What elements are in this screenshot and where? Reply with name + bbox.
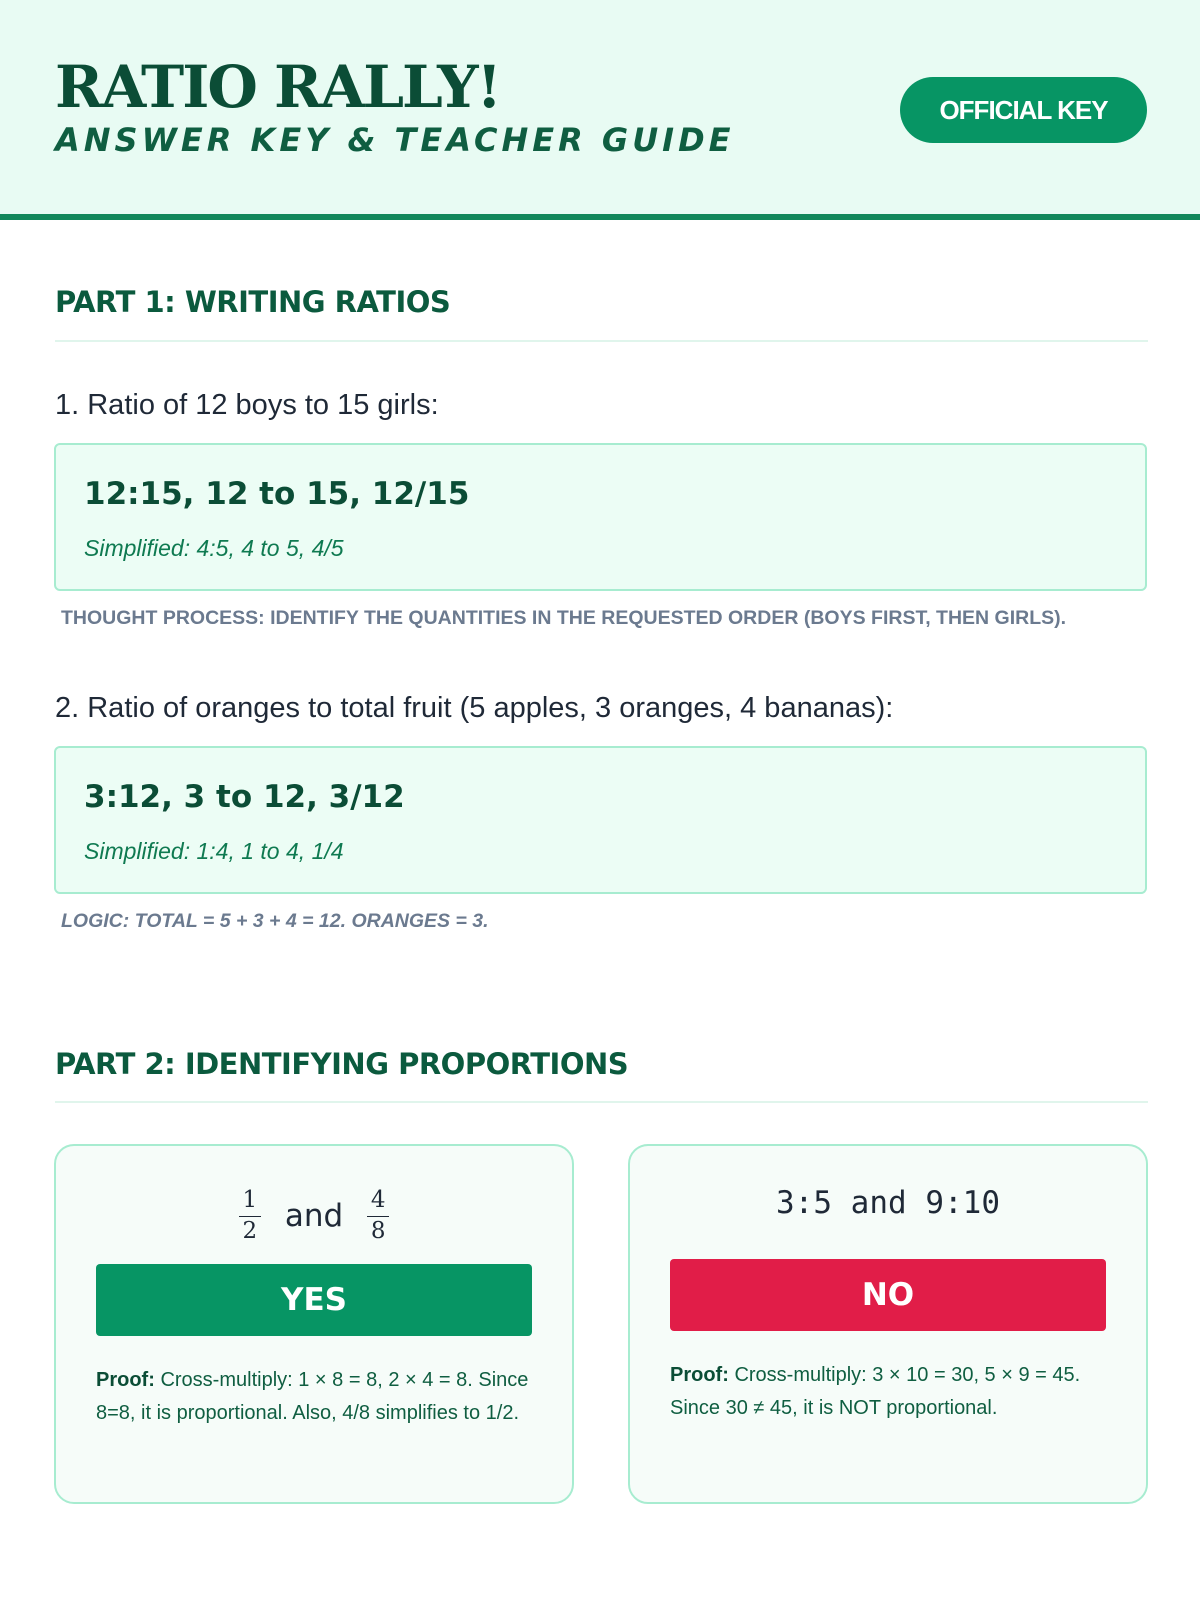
part2-heading: PART 2: IDENTIFYING PROPORTIONS: [55, 1047, 629, 1081]
thought-process-note: THOUGHT PROCESS: IDENTIFY THE QUANTITIES IN THE REQUESTED ORDER (BOYS FIRST, THEN GIRLS).: [61, 607, 1067, 629]
ratio-pair: 3:5 and 9:10: [776, 1185, 1000, 1221]
proof-1: [96, 1364, 536, 1430]
verdict-yes: YES: [96, 1264, 532, 1336]
proof-2: [670, 1359, 1110, 1425]
proof-text: Cross-multiply: 3 × 10 = 30, 5 × 9 = 45. Since 30 ≠ 45, it is NOT proportional.: [670, 1364, 1081, 1419]
page-header: [0, 0, 1200, 220]
answer-2-simplified: Simplified: 1:4, 1 to 4, 1/4: [84, 838, 344, 864]
and-word: and: [284, 1198, 344, 1234]
verdict-no: NO: [670, 1259, 1106, 1331]
fraction-bar: [239, 1216, 261, 1218]
fraction-numerator: 4: [370, 1186, 386, 1213]
answer-box-2: [54, 746, 1147, 894]
part1-divider: [55, 340, 1148, 342]
proportion-card-2: [628, 1144, 1148, 1504]
page-subtitle: ANSWER KEY & TEACHER GUIDE: [55, 121, 735, 159]
logic-note: LOGIC: TOTAL = 5 + 3 + 4 = 12. ORANGES = 3.: [61, 910, 489, 932]
fraction-numerator: 1: [242, 1186, 258, 1213]
question-2: 2. Ratio of oranges to total fruit (5 apples, 3 oranges, 4 bananas):: [55, 692, 894, 724]
answer-2: 3:12, 3 to 12, 3/12: [84, 779, 405, 815]
proportion-card-1: [54, 1144, 574, 1504]
proof-text: Cross-multiply: 1 × 8 = 8, 2 × 4 = 8. Since 8=8, it is proportional. Also, 4/8 simplifies to 1/2.: [96, 1369, 529, 1424]
official-key-badge: OFFICIAL KEY: [900, 77, 1147, 143]
fraction-denominator: 2: [242, 1218, 258, 1245]
page-title: RATIO RALLY!: [55, 53, 500, 121]
question-1: 1. Ratio of 12 boys to 15 girls:: [55, 389, 439, 421]
answer-1: 12:15, 12 to 15, 12/15: [84, 476, 470, 512]
part1-heading: PART 1: WRITING RATIOS: [55, 285, 451, 319]
answer-1-simplified: Simplified: 4:5, 4 to 5, 4/5: [84, 535, 344, 561]
proof-label: Proof:: [96, 1369, 155, 1391]
fraction-bar: [367, 1216, 389, 1218]
fraction-4-8: [367, 1186, 389, 1245]
proof-label: Proof:: [670, 1364, 729, 1386]
fraction-1-2: [239, 1186, 261, 1245]
answer-box-1: [54, 443, 1147, 591]
part2-divider: [55, 1101, 1148, 1103]
fraction-denominator: 8: [370, 1218, 386, 1245]
fraction-pair: [56, 1186, 572, 1246]
